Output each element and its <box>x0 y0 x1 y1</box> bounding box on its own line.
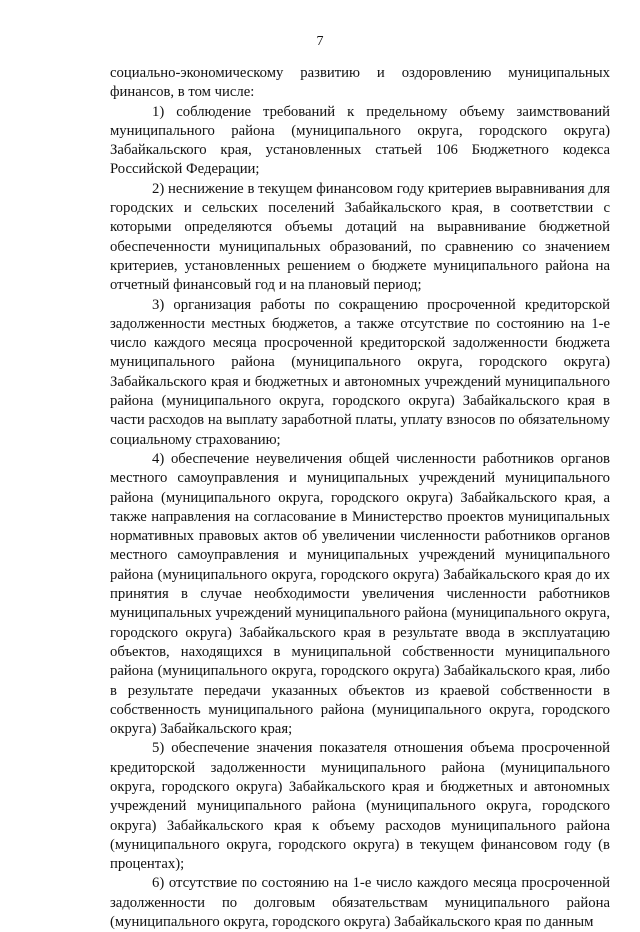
page-number: 7 <box>316 34 324 49</box>
document-body <box>110 64 610 932</box>
paragraph-item-5: 5) обеспечение значения показателя отношения объема просроченной кредиторской задолженности муниципального района (муниципального округа, городского округа) Забайкальского края и бюджетных и автономных учреждений муниципального района (муниципального округа, городского округа) Забайкальского края к объему расходов муниципального района (муниципального округа, городского округа) в текущем финансовом году (в процентах); <box>110 740 610 873</box>
paragraph-item-4: 4) обеспечение неувеличения общей численности работников органов местного самоуправления и муниципальных учреждений муниципального района (муниципального округа, городского округа) Забайкальского края, а также направления на согласование в Министерство проектов муниципальных нормативных правовых актов об увеличении численности работников органов местного самоуправления и муниципальных учреждений муниципального района (муниципального округа, городского округа) Забайкальского края до их принятия в случае необходимости увеличения численности работников муниципальных учреждений муниципального района (муниципального округа, городского округа) Забайкальского края в результате ввода в эксплуатацию объектов, находящихся в муниципальной собственности муниципального района (муниципального округа, городского округа) Забайкальского края, либо в результате передачи указанных объектов из краевой собственности в собственность муниципального района (муниципального округа, городского округа) Забайкальского края; <box>110 450 610 738</box>
paragraph-item-6: 6) отсутствие по состоянию на 1-е число каждого месяца просроченной задолженности по долговым обязательствам муниципального района (муниципального округа, городского округа) Забайкальского края по данным <box>110 875 610 931</box>
paragraph-intro: социально-экономическому развитию и оздоровлению муниципальных финансов, в том числе: <box>110 65 610 101</box>
paragraph-item-3: 3) организация работы по сокращению просроченной кредиторской задолженности местных бюджетов, а также отсутствие по состоянию на 1-е число каждого месяца просроченной кредиторской задолженности бюджета муниципального района (муниципального округа, городского округа) Забайкальского края и бюджетных и автономных учреждений муниципального района (муниципального округа, городского округа) Забайкальского края в части расходов на выплату заработной платы, уплату взносов по обязательному социальному страхованию; <box>110 296 610 448</box>
paragraph-item-1: 1) соблюдение требований к предельному объему заимствований муниципального района (муниципального округа, городского округа) Забайкальского края, установленных статьей 106 Бюджетного кодекса Российской Федерации; <box>110 103 610 178</box>
paragraph-item-2: 2) неснижение в текущем финансовом году критериев выравнивания для городских и сельских поселений Забайкальского края, в соответствии с которыми определяются объемы дотаций на выравнивание бюджетной обеспеченности муниципальных образований, по сравнению со значением критериев, установленных решением о бюджете муниципального района на отчетный финансовый год и на плановый период; <box>110 180 610 294</box>
